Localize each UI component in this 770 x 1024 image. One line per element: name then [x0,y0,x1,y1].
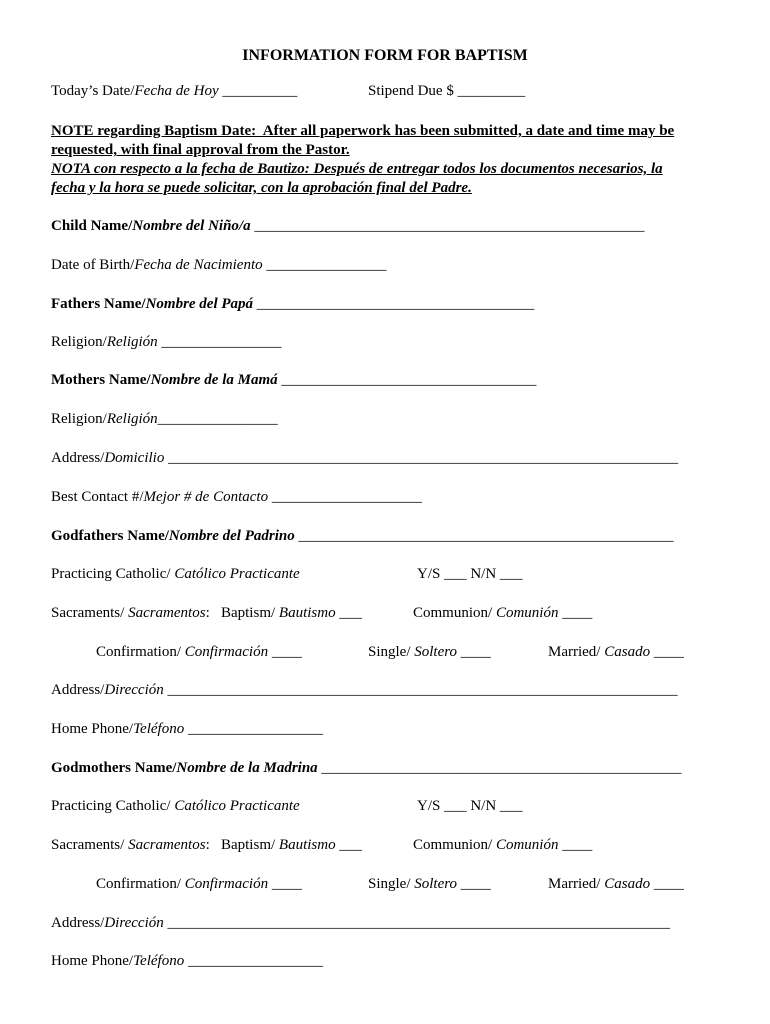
address-blank[interactable]: ____________________________________________________________________ [164,450,679,466]
note-en-line-1: NOTE regarding Baptism Date: After all paperwork has been submitted, a date and time may be [51,123,675,139]
godfather-single-field[interactable] [368,643,491,661]
godfather-address-en: Address/ [51,682,105,698]
child-name-label-en: Child Name/ [51,218,133,234]
godmother-name-label-en: Godmothers Name/ [51,760,177,776]
godfather-phone-blank[interactable]: __________________ [184,721,323,737]
mother-religion-blank[interactable]: ________________ [157,411,278,427]
godfather-name-field[interactable] [51,527,674,545]
godmother-married-es: Casado [604,876,651,892]
godmother-address-blank[interactable]: ___________________________________________________________________ [163,915,670,931]
father-name-label-es: Nombre del Papá [145,296,254,312]
mother-name-label-es: Nombre de la Mamá [150,372,278,388]
godmother-communion-en: Communion/ [413,837,496,853]
godmother-confirmation-en: Confirmation/ [96,876,185,892]
form-title: INFORMATION FORM FOR BAPTISM [242,47,528,64]
godfather-name-label-en: Godfathers Name/ [51,528,169,544]
godmother-communion-es: Comunión [495,837,559,853]
godfather-phone-field[interactable] [51,720,323,738]
todays-date-label-en: Today’s Date/ [51,83,135,99]
godmother-practicing-en: Practicing Catholic/ [51,798,175,814]
godmother-name-field[interactable] [51,759,681,777]
godfather-married-es: Casado [604,644,651,660]
godmother-sacraments-en: Sacraments/ [51,837,129,853]
child-name-label-es: Nombre del Niño/a [132,218,251,234]
godfather-sacraments-es: Sacramentos [128,605,206,621]
godfather-baptism-es: Bautismo [278,605,336,621]
mother-name-blank[interactable]: __________________________________ [277,372,537,388]
godfather-baptism-en: : Baptism/ [205,605,279,621]
father-name-label-en: Fathers Name/ [51,296,146,312]
godfather-phone-es: Teléfono [133,721,185,737]
godfather-confirmation-en: Confirmation/ [96,644,185,660]
child-name-field[interactable] [51,217,644,235]
dob-blank[interactable]: ________________ [262,257,387,273]
godfather-baptism-blank[interactable]: ___ [335,605,362,621]
godmother-single-blank[interactable]: ____ [457,876,491,892]
best-contact-field[interactable] [51,488,422,506]
godfather-married-blank[interactable]: ____ [650,644,684,660]
mother-name-field[interactable] [51,371,536,389]
address-field[interactable] [51,449,678,467]
godfather-communion-es: Comunión [495,605,559,621]
godmother-baptism-en: : Baptism/ [205,837,279,853]
note-es-line-2: fecha y la hora se puede solicitar, con la aprobación final del Padre. [51,180,472,196]
todays-date-field[interactable] [51,82,297,100]
godfather-confirmation-blank[interactable]: ____ [268,644,302,660]
father-name-blank[interactable]: _____________________________________ [253,296,535,312]
address-label-es: Domicilio [104,450,165,466]
godfather-practicing-en: Practicing Catholic/ [51,566,175,582]
godfather-practicing-label [51,565,300,583]
godmother-phone-blank[interactable]: __________________ [184,953,323,969]
contact-blank[interactable]: ____________________ [268,489,422,505]
godfather-single-blank[interactable]: ____ [457,644,491,660]
todays-date-label-es: Fecha de Hoy [134,83,219,99]
godfather-sacraments-en: Sacraments/ [51,605,129,621]
todays-date-blank[interactable]: __________ [218,83,298,99]
father-religion-label-en: Religion/ [51,334,107,350]
godmother-practicing-label [51,797,300,815]
godfather-communion-en: Communion/ [413,605,496,621]
godmother-address-field[interactable] [51,914,670,932]
godfather-married-field[interactable] [548,643,684,661]
godmother-communion-blank[interactable]: ____ [558,837,593,853]
godmother-sacraments-es: Sacramentos [128,837,206,853]
godmother-address-en: Address/ [51,915,105,931]
father-religion-field[interactable] [51,333,281,351]
godfather-address-blank[interactable]: ____________________________________________________________________ [163,682,678,698]
godfather-phone-en: Home Phone/ [51,721,134,737]
godmother-confirmation-blank[interactable]: ____ [268,876,302,892]
godmother-phone-en: Home Phone/ [51,953,134,969]
godfather-confirmation-field[interactable] [96,643,302,661]
godmother-phone-es: Teléfono [133,953,185,969]
godmother-practicing-es: Católico Practicante [174,798,300,814]
godfather-single-en: Single/ [368,644,415,660]
godfather-yes-no-field[interactable]: Y/S ___ N/N ___ [417,566,523,582]
mother-religion-field[interactable] [51,410,278,428]
godmother-address-es: Dirección [104,915,164,931]
godmother-baptism-es: Bautismo [278,837,336,853]
dob-label-es: Fecha de Nacimiento [134,257,263,273]
godmother-single-field[interactable] [368,875,491,893]
godfather-name-blank[interactable]: __________________________________________________ [294,528,674,544]
godfather-confirmation-es: Confirmación [184,644,269,660]
godmother-yes-no-field[interactable]: Y/S ___ N/N ___ [417,798,523,814]
mother-religion-label-en: Religion/ [51,411,107,427]
mother-name-label-en: Mothers Name/ [51,372,151,388]
stipend-due-field[interactable]: Stipend Due $ _________ [368,83,526,99]
godfather-single-es: Soltero [414,644,458,660]
godfather-practicing-es: Católico Practicante [174,566,300,582]
date-of-birth-field[interactable] [51,256,386,274]
godmother-single-en: Single/ [368,876,415,892]
godmother-name-label-es: Nombre de la Madrina [176,760,318,776]
mother-religion-label-es: Religión [106,411,158,427]
godmother-name-blank[interactable]: ________________________________________________ [317,760,682,776]
godmother-phone-field[interactable] [51,952,323,970]
godmother-single-es: Soltero [414,876,458,892]
godfather-married-en: Married/ [548,644,605,660]
address-label-en: Address/ [51,450,105,466]
godmother-confirmation-es: Confirmación [184,876,269,892]
father-religion-label-es: Religión [106,334,158,350]
father-religion-blank[interactable]: ________________ [157,334,282,350]
godmother-married-field[interactable] [548,875,684,893]
godfather-name-label-es: Nombre del Padrino [168,528,295,544]
note-es-line-1: NOTA con respecto a la fecha de Bautizo: Después de entregar todos los documentos necesarios, la [51,161,663,177]
contact-label-en: Best Contact #/ [51,489,144,505]
child-name-blank[interactable]: ____________________________________________________ [250,218,645,234]
godmother-sacraments-field[interactable] [51,836,362,854]
godfather-communion-field[interactable] [413,604,592,622]
godmother-confirmation-field[interactable] [96,875,302,893]
dob-label-en: Date of Birth/ [51,257,135,273]
godfather-sacraments-field[interactable] [51,604,362,622]
contact-label-es: Mejor # de Contacto [143,489,269,505]
godfather-address-field[interactable] [51,681,678,699]
godmother-communion-field[interactable] [413,836,592,854]
godfather-communion-blank[interactable]: ____ [558,605,593,621]
godmother-baptism-blank[interactable]: ___ [335,837,362,853]
godfather-address-es: Dirección [104,682,164,698]
note-en-line-2: requested, with final approval from the Pastor. [51,142,350,158]
godmother-married-blank[interactable]: ____ [650,876,684,892]
godmother-married-en: Married/ [548,876,605,892]
father-name-field[interactable] [51,295,534,313]
